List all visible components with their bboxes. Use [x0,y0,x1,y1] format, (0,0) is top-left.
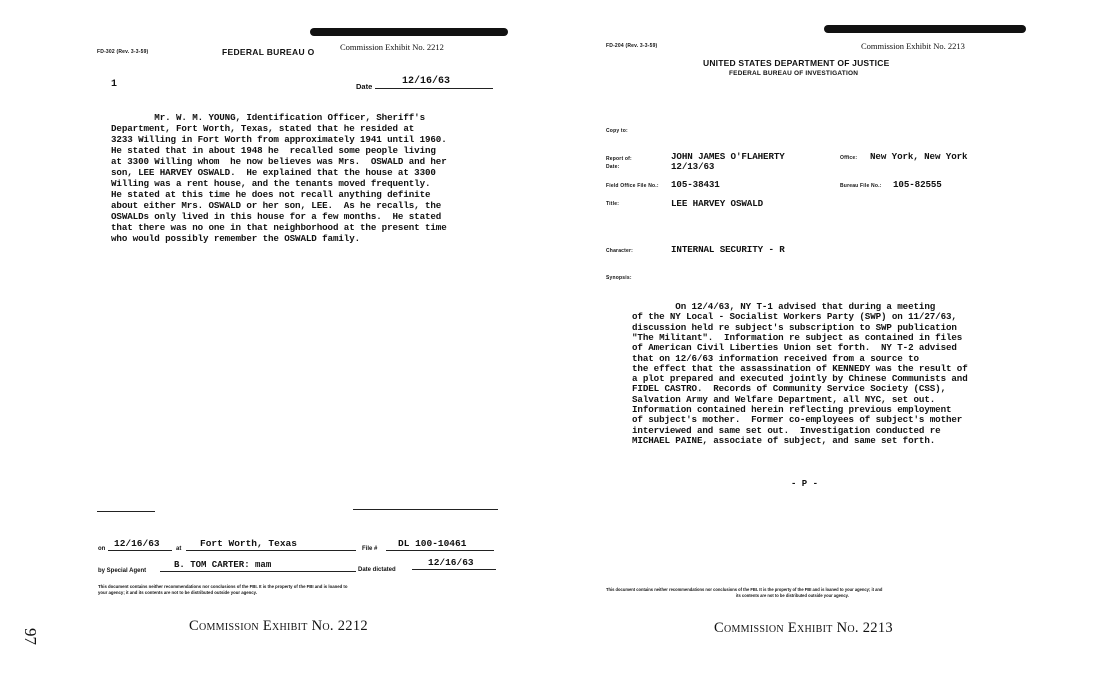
bureau-heading: FEDERAL BUREAU OF INVESTIGATION [729,70,859,77]
page-marker: - P - [791,479,819,489]
on-label: on [98,546,106,552]
agent-value: B. TOM CARTER: mam [174,560,272,570]
form-number: FD-204 (Rev. 3-3-59) [606,43,658,49]
disclaimer-line-1: This document contains neither recommendations nor conclusions of the FBI. It is the property of the FBI and is loaned to [98,584,348,589]
disclaimer-line-2: its contents are not to be distributed outside your agency. [736,593,849,598]
disclaimer-line-2: your agency; it and its contents are not to be distributed outside your agency. [98,590,257,595]
synopsis-label: Synopsis: [606,275,632,281]
field-office-label: Field Office File No.: [606,183,659,189]
text-line: FIDEL CASTRO. Records of Community Service Society (CSS), [632,383,946,395]
text-line: discussion held re subject's subscription to SWP publication [632,321,957,333]
separator-right [353,509,498,510]
office-label: Office: [840,155,858,161]
text-line: Salvation Army and Welfare Department, all NYC, set out. [632,393,936,405]
exhibit-caption: Commission Exhibit No. 2213 [714,620,893,636]
text-line: "The Militant". Information re subject as contained in files [632,331,963,343]
copy-to-label: Copy to: [606,128,628,134]
file-underline [386,550,494,551]
character-label: Character: [606,248,634,254]
redaction-bar [824,25,1026,33]
at-value: Fort Worth, Texas [200,538,297,549]
text-line: of the NY Local - Socialist Workers Party (SWP) on 11/27/63, [632,311,957,323]
text-line: Willing was a rent house, and the tenants moved frequently. [111,178,431,189]
text-line: MICHAEL PAINE, associate of subject, and same set forth. [632,434,936,446]
dictated-underline [412,569,496,570]
redaction-bar [310,28,508,36]
bureau-heading: FEDERAL BUREAU O [222,47,315,57]
text-line: On 12/4/63, NY T-1 advised that during a meeting [632,301,936,312]
text-line: Department, Fort Worth, Texas, stated that he resided at [111,123,415,134]
page-number: 97 [21,628,40,645]
text-line: Information contained herein reflecting previous employment [632,404,952,415]
agent-label: by Special Agent [98,568,147,574]
date-label: Date: [606,164,620,170]
date-value: 12/16/63 [402,76,451,87]
dept-heading: UNITED STATES DEPARTMENT OF JUSTICE [703,58,890,68]
title-value: LEE HARVEY OSWALD [671,198,764,209]
exhibit-stamp: Commission Exhibit No. 2213 [861,41,965,51]
file-label: File # [362,546,378,552]
text-line: He stated that in about 1948 he recalled some people living [111,145,436,156]
text-line: about either Mrs. OSWALD or her son, LEE. As he recalls, the [111,200,442,211]
text-line: of subject's mother. Former co-employees of subject's mother [632,414,963,426]
text-line: at 3300 Willing whom he now believes was Mrs. OSWALD and her [111,156,447,167]
date-label: Date [356,82,373,91]
exhibit-stamp: Commission Exhibit No. 2212 [340,42,444,52]
text-line: Mr. W. M. YOUNG, Identification Officer, Sheriff's [111,112,425,123]
text-line: 3233 Willing in Fort Worth from approximately 1941 until 1960. [111,134,447,145]
field-office-value: 105-38431 [671,179,720,190]
text-line: that there was no one in that neighborhood at the present time [111,222,447,233]
file-value: DL 100-10461 [398,538,467,549]
text-line: He stated at this time he does not recall anything definite [111,189,431,200]
character-value: INTERNAL SECURITY - R [671,244,785,255]
agent-underline [160,571,356,572]
bureau-file-value: 105-82555 [893,179,942,190]
on-value: 12/16/63 [114,538,160,549]
form-number: FD-302 (Rev. 3-3-59) [97,49,149,55]
text-line: the effect that the assassination of KENNEDY was the result of [632,362,968,374]
page-mark: 1 [111,79,118,90]
text-line: interviewed and same set out. Investigation conducted re [632,424,941,436]
separator-left [97,511,155,512]
on-underline [108,550,172,551]
date-value: 12/13/63 [671,161,715,172]
title-label: Title: [606,201,620,207]
dictated-value: 12/16/63 [428,557,474,568]
report-of-value: JOHN JAMES O'FLAHERTY [671,151,785,162]
text-line: who would possibly remember the OSWALD family. [111,233,361,244]
date-underline [375,88,493,89]
report-of-label: Report of: [606,156,632,162]
at-label: at [176,546,182,552]
text-line: OSWALDs only lived in this house for a few months. He stated [111,211,442,222]
text-line: a plot prepared and executed jointly by Chinese Communists and [632,373,968,385]
text-line: of American Civil Liberties Union set forth. NY T-2 advised [632,342,957,354]
bureau-file-label: Bureau File No.: [840,183,882,189]
at-underline [186,550,356,551]
disclaimer-line-1: This document contains neither recommendations nor conclusions of the FBI. It is the property of the FBI and is loaned to your agency; it and [606,587,883,592]
office-value: New York, New York [870,151,968,162]
text-line: son, LEE HARVEY OSWALD. He explained that the house at 3300 [111,167,436,178]
text-line: that on 12/6/63 information received from a source to [632,352,919,364]
dictated-label: Date dictated [358,567,396,573]
exhibit-caption: Commission Exhibit No. 2212 [189,618,368,634]
